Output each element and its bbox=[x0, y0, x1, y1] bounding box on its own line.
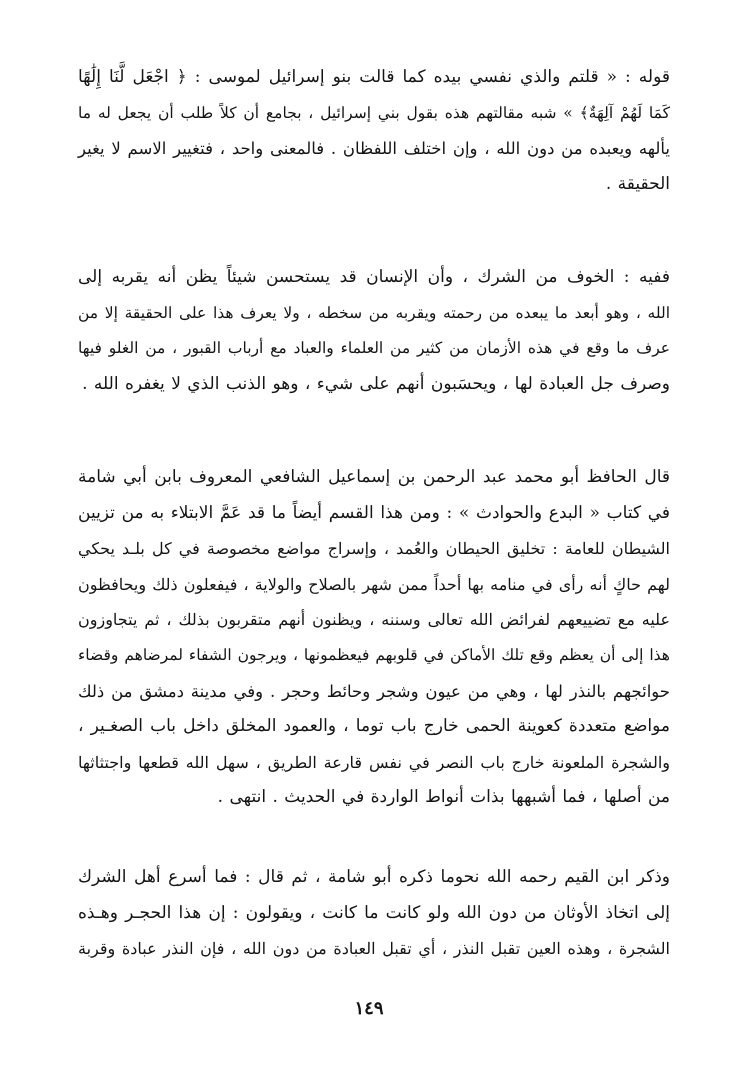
paragraph-line: وصرف جل العبادة لها ، ويحسَبون أنهم على شيء ، وهو الذنب الذي لا يغفره الله . bbox=[82, 373, 670, 394]
paragraph-line: من أصلها ، فما أشبهها بذات أنواط الواردة في الحديث . انتهى . bbox=[217, 787, 670, 808]
paragraph-line: لهم حاكٍ أنه رأى في منامه بها أحداً ممن شهر بالصلاح والولاية ، فيفعلون ذلك ويحافظون bbox=[77, 574, 670, 594]
paragraph-line: ففيه : الخوف من الشرك ، وأن الإنسان قد يستحسن شيئاً يظن أنه يقربه إلى bbox=[78, 267, 670, 287]
paragraph-line: هذا إلى أن يعظم وقع تلك الأماكن في قلوبهم فيعظمونها ، ويرجون الشفاء لمرضاهم وقضاء bbox=[78, 645, 670, 664]
paragraph-line: وذكر ابن القيم رحمه الله نحوما ذكره أبو شامة ، ثم قال : فما أسرع أهل الشرك bbox=[78, 867, 670, 887]
paragraph-line: مواضع متعددة كعوينة الحمى خارج باب توما ، والعمود المخلق داخل باب الصغـير ، bbox=[78, 716, 670, 737]
paragraph-line: والشجرة الملعونة خارج باب النصر في نفس قارعة الطريق ، سهل الله قطعها واجتثاثها bbox=[78, 752, 670, 772]
paragraph-line: كَمَا لَهُمْ آلِهَةٌ﴾ » شبه مقالتهم هذه بقول بني إسرائيل ، بجامع أن كلاً طلب أن يجعل له ما bbox=[78, 103, 670, 122]
paragraph-line: عليه مع تضييعهم لفرائض الله تعالى وسننه ، ويظنون أنهم متقربون بذلك ، ثم يتجاوزون bbox=[78, 610, 670, 630]
paragraph-line: الله ، وهو أبعد ما يبعده من رحمته ويقربه من سخطه ، ولا يعرف هذا على الحقيقة إلا من bbox=[78, 303, 670, 322]
paragraph-3 bbox=[78, 460, 670, 816]
paragraph-1 bbox=[78, 60, 670, 202]
paragraph-line: الشيطان للعامة : تخليق الحيطان والعُمد ، وإسراج مواضع مخصوصة في كل بلـد يحكي bbox=[78, 539, 670, 559]
paragraph-line: حوائجهم بالنذر لها ، وهي من عيون وشجر وحائط وحجر . وفي مدينة دمشق من ذلك bbox=[78, 681, 670, 701]
paragraph-line: يألهه ويعبده من دون الله ، وإن اختلف اللفظان . فالمعنى واحد ، فتغيير الاسم لا يغير bbox=[78, 139, 670, 159]
paragraph-2 bbox=[78, 260, 670, 402]
paragraph-line: الحقيقة . bbox=[605, 173, 670, 194]
paragraph-line: في كتاب « البدع والحوادث » : ومن هذا القسم أيضاً ما قد عَمَّ الابتلاء به من تزيين bbox=[78, 502, 670, 523]
paragraph-line: إلى اتخاذ الأوثان من دون الله ولو كانت ما كانت ، ويقولون : إن هذا الحجـر وهـذه bbox=[78, 902, 670, 923]
paragraph-4 bbox=[78, 860, 670, 967]
paragraph-line: عرف ما وقع في هذه الأزمان من كثير من العلماء والعباد مع أرباب القبور ، من الغلو فيها bbox=[78, 339, 670, 358]
paragraph-line: قال الحافظ أبو محمد عبد الرحمن بن إسماعيل الشافعي المعروف بابن أبي شامة bbox=[78, 467, 670, 487]
paragraph-line: قوله : « قلتم والذي نفسي بيده كما قالت بنو إسرائيل لموسى : ﴿ اجْعَل لَّنَا إِلَٰهًا bbox=[78, 67, 670, 87]
page-number: ١٤٩ bbox=[354, 998, 384, 1019]
paragraph-line: الشجرة ، وهذه العين تقبل النذر ، أي تقبل العبادة من دون الله ، فإن النذر عبادة وقربة bbox=[78, 939, 670, 959]
